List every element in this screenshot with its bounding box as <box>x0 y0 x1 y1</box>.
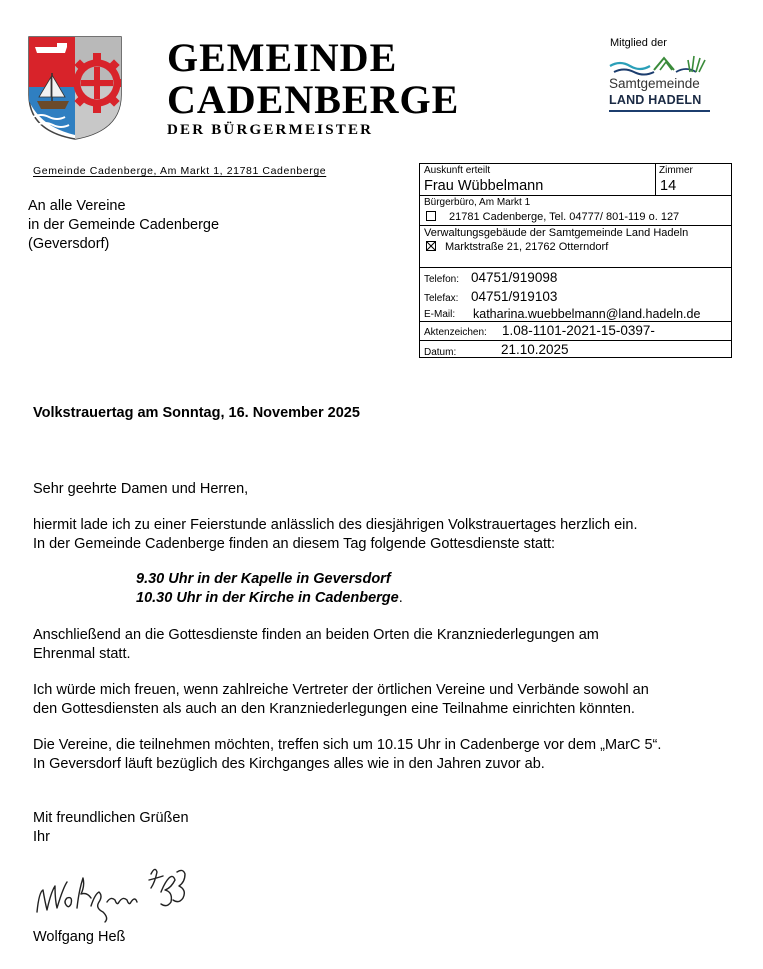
box-divider <box>420 267 731 268</box>
verwaltung-address: Marktstraße 21, 21762 Otterndorf <box>445 241 609 253</box>
letter-subject: Volkstrauertag am Sonntag, 16. November 2025 <box>33 405 360 421</box>
box-divider <box>420 225 731 226</box>
zimmer-divider <box>655 164 656 196</box>
auskunft-label: Auskunft erteilt <box>424 165 491 176</box>
verwaltung-checkbox[interactable] <box>426 241 436 251</box>
paragraph2-line1: Anschließend an die Gottesdienste finden an beiden Orten die Kranzniederlegungen am <box>33 627 599 643</box>
handwritten-signature-icon <box>33 862 193 924</box>
contact-info-box <box>419 163 732 358</box>
recipient-line3: (Geversdorf) <box>28 236 110 252</box>
datum-value: 21.10.2025 <box>501 342 569 357</box>
telefax-label: Telefax: <box>424 293 459 304</box>
paragraph1-line2: In der Gemeinde Cadenberge finden an diesem Tag folgende Gottesdienste statt: <box>33 536 556 552</box>
telefax-value: 04751/919103 <box>471 289 558 304</box>
samtgemeinde-label: Samtgemeinde <box>609 76 700 91</box>
logo-underline <box>609 110 710 112</box>
municipality-title-line2: CADENBERGE <box>167 77 460 122</box>
box-divider <box>420 340 731 341</box>
municipality-title-line1: GEMEINDE <box>167 35 398 80</box>
checkbox-cross-icon <box>426 241 436 251</box>
mayor-subtitle: DER BÜRGERMEISTER <box>167 122 374 138</box>
municipal-crest-icon <box>27 35 123 141</box>
service-cadenberge-period: . <box>398 590 403 606</box>
paragraph3-line2: den Gottesdiensten als auch an den Kranzniederlegungen eine Teilnahme einrichten könnten. <box>33 701 635 717</box>
buergerbuero-address: 21781 Cadenberge, Tel. 04777/ 801-119 o. 127 <box>449 211 680 223</box>
paragraph3-line1: Ich würde mich freuen, wenn zahlreiche Vertreter der örtlichen Vereine und Verbände sowohl an <box>33 682 649 698</box>
signature-name: Wolfgang Heß <box>33 929 126 945</box>
telefon-value: 04751/919098 <box>471 270 558 285</box>
recipient-line2: in der Gemeinde Cadenberge <box>28 217 220 233</box>
paragraph1-line1: hiermit lade ich zu einer Feierstunde anlässlich des diesjährigen Volkstrauertages herzlich ein. <box>33 517 638 533</box>
service-geversdorf: 9.30 Uhr in der Kapelle in Geversdorf <box>136 571 391 587</box>
box-divider <box>420 321 731 322</box>
telefon-label: Telefon: <box>424 274 460 285</box>
land-hadeln-label: LAND HADELN <box>609 93 702 107</box>
closing-ihr: Ihr <box>33 829 50 845</box>
zimmer-value: 14 <box>660 178 677 194</box>
box-divider <box>420 195 731 196</box>
buergerbuero-checkbox[interactable] <box>426 211 436 221</box>
paragraph2-line2: Ehrenmal statt. <box>33 646 131 662</box>
service-cadenberge: 10.30 Uhr in der Kirche in Cadenberge <box>136 590 399 606</box>
email-label: E-Mail: <box>424 309 456 320</box>
paragraph4-line2: In Geversdorf läuft bezüglich des Kirchganges alles wie in den Jahren zuvor ab. <box>33 756 545 772</box>
datum-label: Datum: <box>424 347 457 358</box>
aktenzeichen-label: Aktenzeichen: <box>424 327 487 338</box>
service-cadenberge-line <box>136 590 403 606</box>
auskunft-value: Frau Wübbelmann <box>424 178 544 194</box>
zimmer-label: Zimmer <box>659 165 693 176</box>
paragraph4-line1: Die Vereine, die teilnehmen möchten, treffen sich um 10.15 Uhr in Cadenberge vor dem „MarC 5“. <box>33 737 662 753</box>
recipient-line1: An alle Vereine <box>28 198 126 214</box>
aktenzeichen-value: 1.08-1101-2021-15-0397- <box>502 323 655 338</box>
verwaltung-label: Verwaltungsgebäude der Samtgemeinde Land Hadeln <box>424 227 689 239</box>
land-hadeln-logo-icon <box>608 50 712 76</box>
buergerbuero-label: Bürgerbüro, Am Markt 1 <box>424 197 531 208</box>
salutation: Sehr geehrte Damen und Herren, <box>33 481 249 497</box>
member-label: Mitglied der <box>610 37 667 49</box>
closing-greeting: Mit freundlichen Grüßen <box>33 810 189 826</box>
sender-address-line: Gemeinde Cadenberge, Am Markt 1, 21781 Cadenberge <box>33 165 327 177</box>
email-value[interactable]: katharina.wuebbelmann@land.hadeln.de <box>473 307 701 321</box>
